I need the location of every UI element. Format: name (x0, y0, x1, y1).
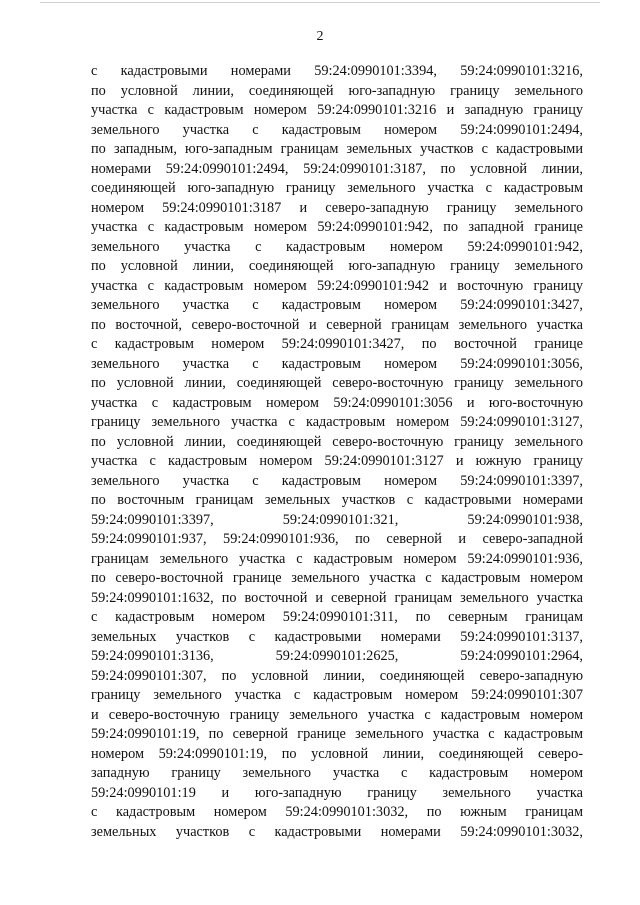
text-line: по условной линии, соединяющей юго-западную границу земельного (91, 258, 583, 274)
text-line: участка с кадастровым номером 59:24:0990101:3216 и западную границу (91, 102, 583, 118)
text-line: номером 59:24:0990101:19, по условной линии, соединяющей северо- (91, 745, 583, 762)
text-line: участка с кадастровым номером 59:24:0990101:3056 и юго-восточную (91, 394, 583, 411)
text-line: 59:24:0990101:19 и юго-западную границу земельного участка (91, 784, 583, 801)
body-text (91, 62, 583, 842)
text-line: с кадастровым номером 59:24:0990101:3427, по восточной границе (91, 336, 583, 352)
text-line: границу земельного участка с кадастровым номером 59:24:0990101:307 (91, 687, 583, 703)
text-line: 59:24:0990101:3397, 59:24:0990101:321, 59:24:0990101:938, (91, 511, 583, 528)
text-line: земельного участка с кадастровым номером 59:24:0990101:3397, (91, 472, 583, 489)
text-line: земельного участка с кадастровым номером 59:24:0990101:3056, (91, 355, 583, 372)
text-line: земельного участка с кадастровым номером 59:24:0990101:3427, (91, 297, 583, 313)
text-line: границам земельного участка с кадастровым номером 59:24:0990101:936, (91, 550, 583, 567)
text-line: участка с кадастровым номером 59:24:0990101:942 и восточную границу (91, 277, 583, 294)
text-line: по восточным границам земельных участков с кадастровыми номерами (91, 492, 583, 508)
text-line: 59:24:0990101:307, по условной линии, соединяющей северо-западную (91, 667, 583, 684)
text-line: по условной линии, соединяющей северо-восточную границу земельного (91, 375, 583, 391)
text-line: номерами 59:24:0990101:2494, 59:24:0990101:3187, по условной линии, (91, 160, 583, 177)
text-line: соединяющей юго-западную границу земельного участка с кадастровым (91, 180, 583, 196)
text-line: по западным, юго-западным границам земельных участков с кадастровыми (91, 141, 583, 157)
text-line: 59:24:0990101:19, по северной границе земельного участка с кадастровым (91, 726, 583, 742)
text-line: по восточной, северо-восточной и северной границам земельного участка (91, 316, 583, 333)
text-line: номером 59:24:0990101:3187 и северо-западную границу земельного (91, 199, 583, 216)
text-line: земельного участка с кадастровым номером 59:24:0990101:942, (91, 238, 583, 255)
text-line: 59:24:0990101:1632, по восточной и северной границам земельного участка (91, 589, 583, 606)
text-line: земельных участков с кадастровыми номерами 59:24:0990101:3137, (91, 628, 583, 645)
text-line: земельных участков с кадастровыми номерами 59:24:0990101:3032, (91, 823, 583, 840)
text-line: западную границу земельного участка с кадастровым номером (91, 765, 583, 781)
text-line: с кадастровым номером 59:24:0990101:311, по северным границам (91, 609, 583, 625)
text-line: участка с кадастровым номером 59:24:0990101:942, по западной границе (91, 219, 583, 235)
text-line: 59:24:0990101:937, 59:24:0990101:936, по северной и северо-западной (91, 531, 583, 547)
text-line: участка с кадастровым номером 59:24:0990101:3127 и южную границу (91, 453, 583, 469)
text-line: по условной линии, соединяющей северо-восточную границу земельного (91, 433, 583, 450)
text-line: 59:24:0990101:3136, 59:24:0990101:2625, 59:24:0990101:2964, (91, 648, 583, 664)
text-line: и северо-восточную границу земельного участка с кадастровым номером (91, 706, 583, 723)
text-line: с кадастровым номером 59:24:0990101:3032, по южным границам (91, 804, 583, 820)
text-line: по северо-восточной границе земельного участка с кадастровым номером (91, 570, 583, 586)
text-line: с кадастровыми номерами 59:24:0990101:3394, 59:24:0990101:3216, (91, 63, 583, 79)
text-line: границу земельного участка с кадастровым номером 59:24:0990101:3127, (91, 414, 583, 430)
page-top-edge (40, 2, 600, 3)
text-line: по условной линии, соединяющей юго-западную границу земельного (91, 82, 583, 99)
text-line: земельного участка с кадастровым номером 59:24:0990101:2494, (91, 121, 583, 138)
page-number: 2 (316, 29, 324, 44)
